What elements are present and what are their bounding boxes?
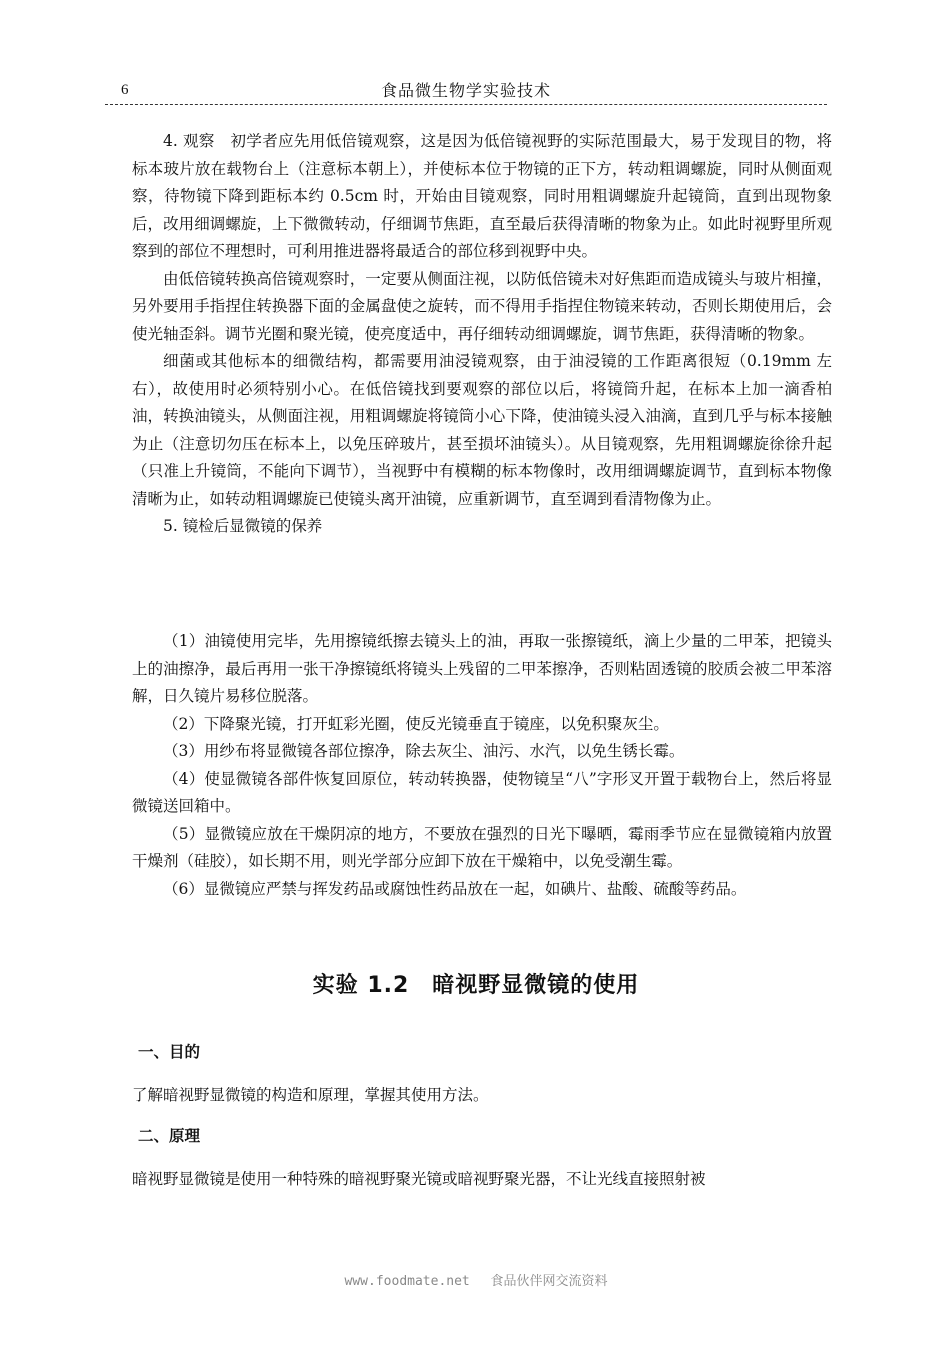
- purpose-heading: 一、目的: [138, 1043, 201, 1061]
- maintenance-heading: 5. 镜检后显微镜的保养: [163, 517, 323, 535]
- running-header: [105, 74, 827, 105]
- maintenance-item-1: （1）油镜使用完毕，先用擦镜纸擦去镜头上的油，再取一张擦镜纸，滴上少量的二甲苯，把镜头上的油擦净，最后再用一张干净擦镜纸将镜头上残留的二甲苯擦净，否则粘固透镜的胶质会被二甲苯溶解，日久镜片易移位脱落。: [132, 632, 832, 705]
- maintenance-item-3: （3）用纱布将显微镜各部位擦净，除去灰尘、油污、水汽，以免生锈长霉。: [163, 742, 685, 760]
- footer-watermark: [0, 1270, 952, 1289]
- footer-site: www.foodmate.net: [344, 1274, 470, 1289]
- book-title: 食品微生物学实验技术: [380, 81, 551, 100]
- maintenance-item-6: （6）显微镜应严禁与挥发药品或腐蚀性药品放在一起，如碘片、盐酸、硫酸等药品。: [163, 879, 747, 898]
- principle-heading: 二、原理: [138, 1127, 201, 1145]
- page-number: 6: [121, 82, 129, 98]
- maintenance-item-5: （5）显微镜应放在干燥阴凉的地方，不要放在强烈的日光下曝晒，霉雨季节应在显微镜箱内放置干燥剂（硅胶），如长期不用，则光学部分应卸下放在干燥箱中，以免受潮生霉。: [132, 824, 832, 870]
- paragraph-oil-immersion: 细菌或其他标本的细微结构，都需要用油浸镜观察，由于油浸镜的工作距离很短（0.19mm 左右），故使用时必须特别小心。在低倍镜找到要观察的部位以后，将镜筒升起，在标本上加一滴香柏油，转换油镜头，从侧面注视，用粗调螺旋将镜筒小心下降，使油镜头浸入油滴，直到几乎与标本接触为止（注意切勿压在标本上，以免压碎玻片，甚至损坏油镜头）。从目镜观察，先用粗调螺旋徐徐升起（只准上升镜筒，不能向下调节），当视野中有模糊的标本物像时，改用细调螺旋调节，直到标本物像清晰为止，如转动粗调螺旋已使镜头离开油镜，应重新调节，直至调到看清物像为止。: [132, 352, 832, 508]
- principle-text: 暗视野显微镜是使用一种特殊的暗视野聚光镜或暗视野聚光器，不让光线直接照射被: [132, 1170, 706, 1188]
- footer-label: 食品伙伴网交流资料: [490, 1274, 608, 1289]
- paragraph-observation: 4. 观察 初学者应先用低倍镜观察，这是因为低倍镜视野的实际范围最大，易于发现目的物，将标本玻片放在载物台上（注意标本朝上），并使标本位于物镜的正下方，转动粗调螺旋，同时从侧面观察，待物镜下降到距标本约 0.5cm 时，开始由目镜观察，同时用粗调螺旋升起镜筒，直到出现物象后，改用细调螺旋，上下微微转动，仔细调节焦距，直至最后获得清晰的物象为止。如此时视野里所观察到的部位不理想时，可利用推进器将最适合的部位移到视野中央。: [132, 132, 832, 260]
- maintenance-item-4: （4）使显微镜各部件恢复回原位，转动转换器，使物镜呈“八”字形叉开置于载物台上，然后将显微镜送回箱中。: [132, 769, 832, 815]
- experiment-title: 实验 1.2 暗视野显微镜的使用: [312, 973, 640, 998]
- observation-section: [132, 128, 832, 541]
- maintenance-list: [132, 628, 832, 903]
- maintenance-item-2: （2）下降聚光镜，打开虹彩光圈，使反光镜垂直于镜座，以免积聚灰尘。: [163, 714, 669, 733]
- paragraph-high-power: 由低倍镜转换高倍镜观察时，一定要从侧面注视，以防低倍镜未对好焦距而造成镜头与玻片相撞，另外要用手指捏住转换器下面的金属盘使之旋转，而不得用手指捏住物镜来转动，否则长期使用后，会使光轴歪斜。调节光圈和聚光镜，使亮度适中，再仔细转动细调螺旋，调节焦距，获得清晰的物象。: [132, 269, 832, 343]
- purpose-text: 了解暗视野显微镜的构造和原理，掌握其使用方法。: [132, 1086, 489, 1104]
